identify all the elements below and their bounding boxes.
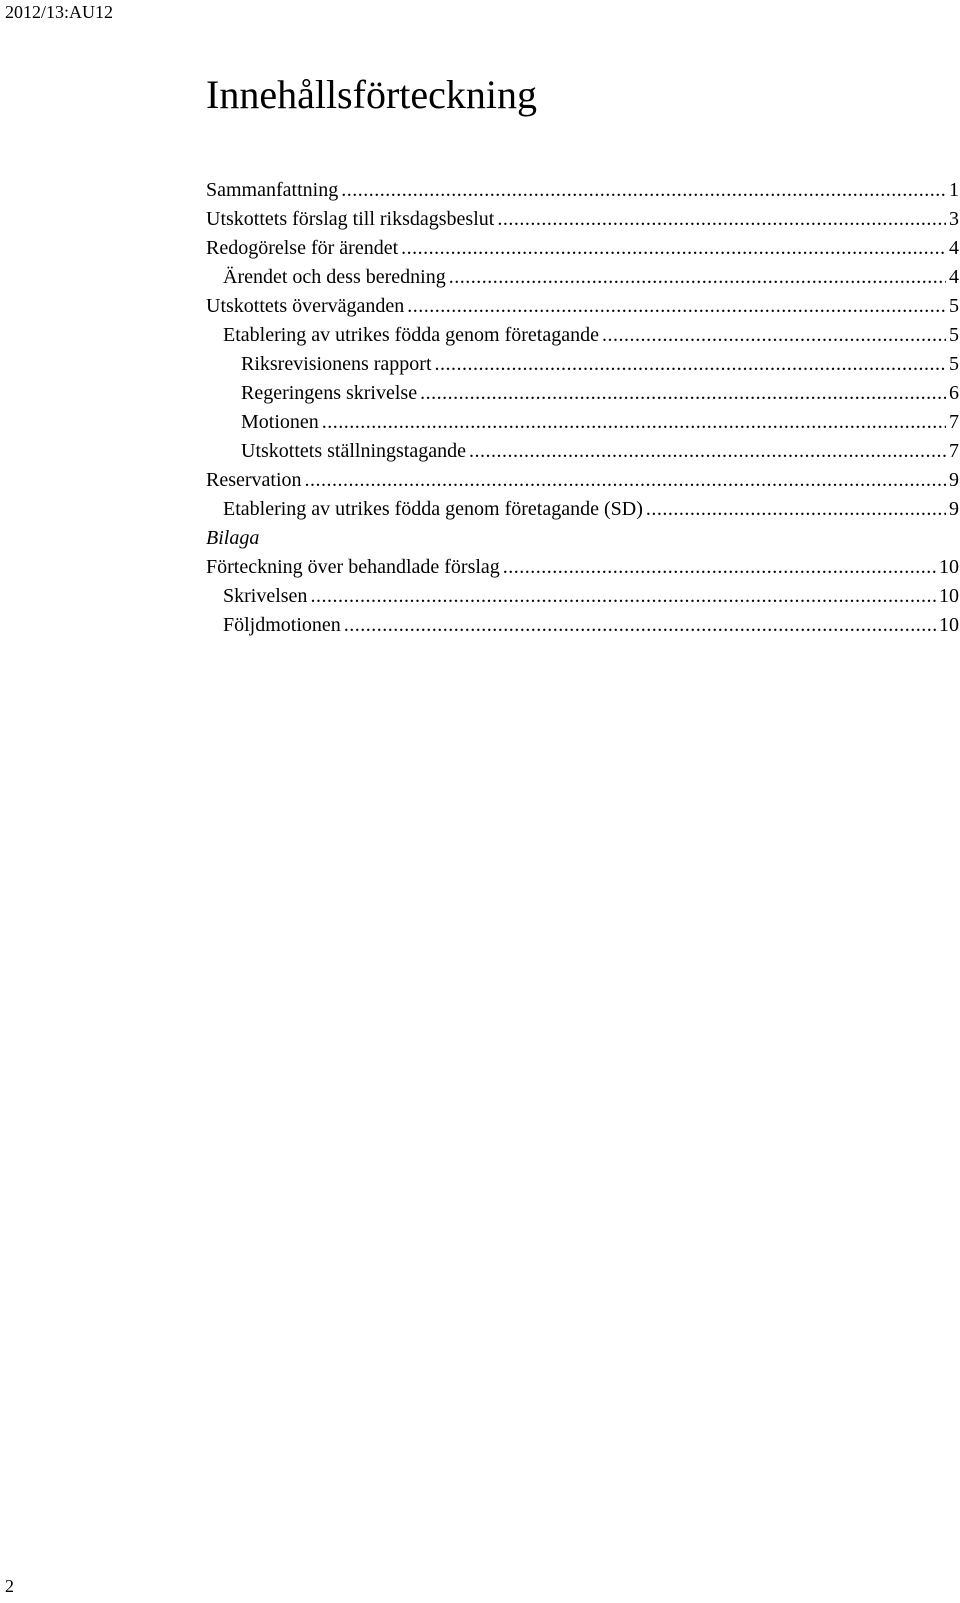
toc-entry-page: 1 (949, 179, 959, 201)
toc-entry-label: Redogörelse för ärendet (206, 237, 399, 259)
toc-entry-page: 3 (949, 208, 959, 230)
toc-entry-label: Utskottets ställningstagande (241, 440, 466, 462)
toc-entry-sammanfattning[interactable] (206, 176, 959, 205)
toc-entry-regeringens-skrivelse[interactable] (206, 379, 959, 408)
toc-entry-page: 9 (949, 469, 959, 491)
toc-entry-label: Utskottets överväganden (206, 295, 405, 317)
toc-entry-skrivelsen[interactable] (206, 582, 959, 611)
toc-entry-page: 10 (939, 556, 959, 578)
toc-entry-label: Följdmotionen (223, 614, 341, 636)
toc-dot-leader (341, 176, 946, 205)
toc-entry-utskottets-forslag[interactable] (206, 205, 959, 234)
toc-entry-utskottets-overvaganden[interactable] (206, 292, 959, 321)
toc-entry-etablering-sd[interactable] (206, 495, 959, 524)
toc-entry-label: Etablering av utrikes födda genom företagande (SD) (223, 498, 643, 520)
toc-dot-leader (497, 205, 946, 234)
toc-entry-page: 4 (949, 237, 959, 259)
toc-dot-leader (401, 234, 946, 263)
toc-dot-leader (646, 495, 946, 524)
toc-entry-label: Utskottets förslag till riksdagsbeslut (206, 208, 495, 230)
toc-entry-label: Förteckning över behandlade förslag (206, 556, 500, 578)
toc-entry-page: 6 (949, 382, 959, 404)
toc-entry-label: Sammanfattning (206, 179, 339, 201)
toc-entry-page: 10 (939, 585, 959, 607)
toc-dot-leader (435, 350, 946, 379)
document-id: 2012/13:AU12 (5, 2, 113, 22)
toc-entry-utskottets-stallningstagande[interactable] (206, 437, 959, 466)
toc-entry-page: 9 (949, 498, 959, 520)
toc-entry-label: Etablering av utrikes födda genom företagande (223, 324, 599, 346)
toc-dot-leader (469, 437, 946, 466)
toc-entry-label: Reservation (206, 469, 302, 491)
table-of-contents (206, 176, 959, 640)
toc-entry-page: 10 (939, 614, 959, 636)
toc-dot-leader (344, 611, 936, 640)
toc-entry-page: 7 (949, 440, 959, 462)
toc-entry-riksrevisionens-rapport[interactable] (206, 350, 959, 379)
toc-entry-page: 7 (949, 411, 959, 433)
toc-entry-label: Skrivelsen (223, 585, 308, 607)
toc-entry-label: Regeringens skrivelse (241, 382, 418, 404)
toc-entry-page: 5 (949, 353, 959, 375)
toc-entry-forteckning[interactable] (206, 553, 959, 582)
toc-dot-leader (322, 408, 946, 437)
toc-dot-leader (602, 321, 946, 350)
toc-entry-label: Riksrevisionens rapport (241, 353, 432, 375)
toc-entry-arendet-och-beredning[interactable] (206, 263, 959, 292)
toc-entry-redogorelse[interactable] (206, 234, 959, 263)
toc-entry-reservation[interactable] (206, 466, 959, 495)
toc-entry-label: Motionen (241, 411, 319, 433)
page-number: 2 (5, 1576, 14, 1596)
toc-dot-leader (420, 379, 946, 408)
toc-dot-leader (305, 466, 946, 495)
toc-entry-etablering[interactable] (206, 321, 959, 350)
toc-entry-motionen[interactable] (206, 408, 959, 437)
toc-dot-leader (449, 263, 946, 292)
toc-entry-label: Ärendet och dess beredning (223, 266, 446, 288)
toc-entry-page: 5 (949, 324, 959, 346)
toc-entry-foljdmotionen[interactable] (206, 611, 959, 640)
toc-entry-page: 5 (949, 295, 959, 317)
toc-dot-leader (503, 553, 936, 582)
toc-entry-page: 4 (949, 266, 959, 288)
toc-dot-leader (407, 292, 946, 321)
toc-appendix-heading: Bilaga (206, 527, 260, 549)
toc-dot-leader (310, 582, 936, 611)
page-title: Innehållsförteckning (206, 72, 537, 117)
